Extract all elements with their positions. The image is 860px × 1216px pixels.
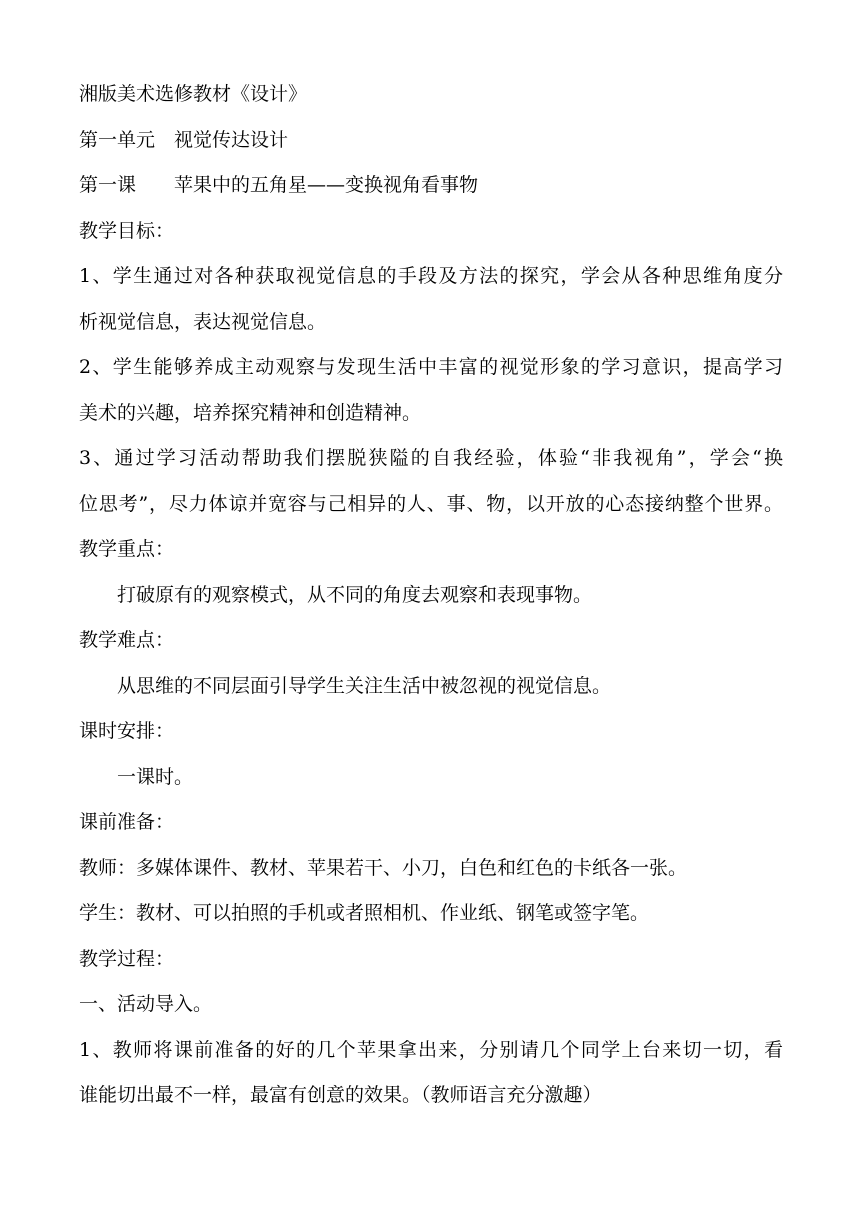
section-heading-difficulties: 教学难点： bbox=[79, 629, 175, 651]
section-heading-key-points: 教学重点： bbox=[79, 538, 175, 560]
section-heading-objectives: 教学目标： bbox=[79, 219, 175, 242]
process-step-1-line-1: 1、教师将课前准备的好的几个苹果拿出来，分别请几个同学上台来切一切，看 bbox=[79, 1038, 783, 1061]
section-heading-preparation: 课前准备： bbox=[79, 811, 175, 833]
preparation-student: 学生：教材、可以拍照的手机或者照相机、作业纸、钢笔或签字笔。 bbox=[79, 902, 650, 924]
objective-2-line-1: 2、学生能够养成主动观察与发现生活中丰富的视觉形象的学习意识，提高学习 bbox=[79, 356, 783, 378]
lesson-title: 第一课 苹果中的五角星——变换视角看事物 bbox=[79, 174, 479, 196]
objective-2-line-2: 美术的兴趣，培养探究精神和创造精神。 bbox=[79, 401, 422, 424]
section-heading-process: 教学过程： bbox=[79, 947, 175, 970]
document-body bbox=[79, 72, 783, 1119]
process-step-1-heading: 一、活动导入。 bbox=[79, 993, 213, 1015]
difficulties-text: 从思维的不同层面引导学生关注生活中被忽视的视觉信息。 bbox=[117, 674, 612, 697]
objective-1-line-2: 析视觉信息，表达视觉信息。 bbox=[79, 310, 327, 333]
preparation-teacher: 教师：多媒体课件、教材、苹果若干、小刀，白色和红色的卡纸各一张。 bbox=[79, 856, 688, 879]
schedule-text: 一课时。 bbox=[117, 765, 194, 788]
objective-3-line-1: 3、通过学习活动帮助我们摆脱狭隘的自我经验，体验“非我视角”，学会“换 bbox=[79, 447, 783, 469]
unit-title: 第一单元 视觉传达设计 bbox=[79, 128, 289, 151]
objective-3-line-2: 位思考”，尽力体谅并宽容与己相异的人、事、物，以开放的心态接纳整个世界。 bbox=[79, 492, 783, 515]
textbook-title: 湘版美术选修教材《设计》 bbox=[79, 83, 308, 105]
process-step-1-line-2: 谁能切出最不一样，最富有创意的效果。（教师语言充分激趣） bbox=[79, 1084, 602, 1106]
objective-1-line-1: 1、学生通过对各种获取视觉信息的手段及方法的探究，学会从各种思维角度分 bbox=[79, 265, 783, 287]
key-points-text: 打破原有的观察模式，从不同的角度去观察和表现事物。 bbox=[117, 583, 593, 606]
section-heading-schedule: 课时安排： bbox=[79, 720, 175, 742]
